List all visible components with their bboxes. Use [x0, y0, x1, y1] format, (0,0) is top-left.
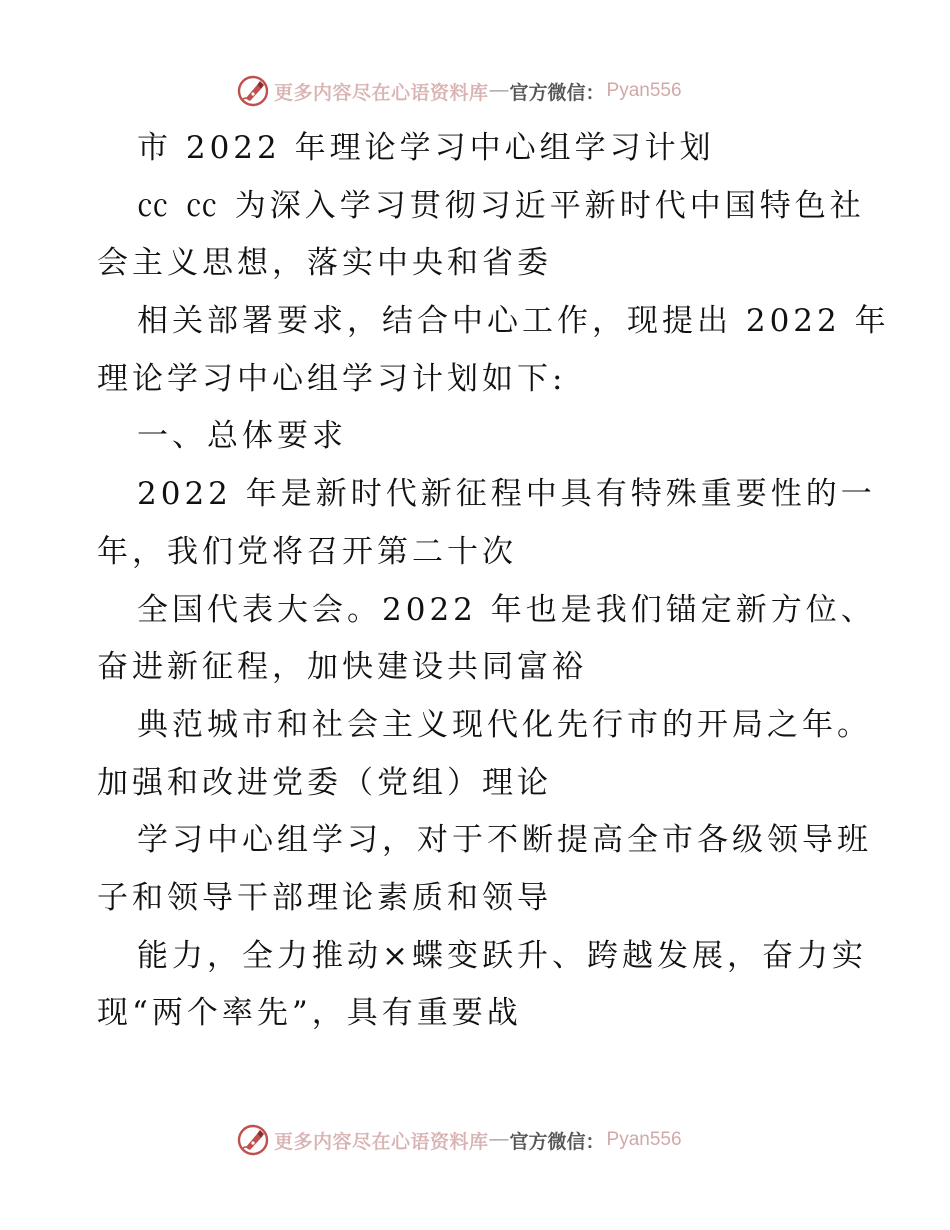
- footer-watermark: [236, 1122, 756, 1158]
- text-line: 理论学习中心组学习计划如下:: [97, 360, 567, 397]
- watermark-dash: —: [489, 1129, 509, 1150]
- text-line: 现“两个率先”，具有重要战: [97, 995, 522, 1032]
- pen-nib-logo-icon: [236, 74, 270, 108]
- watermark-main-text: 更多内容尽在心语资料库: [274, 81, 489, 104]
- text-line: 学习中心组学习，对于不断提高全市各级领导班: [137, 822, 872, 859]
- text-line: 年，我们党将召开第二十次: [97, 533, 517, 570]
- watermark-wechat-label: 官方微信：: [509, 81, 605, 104]
- text-line: 相关部署要求，结合中心工作，现提出 2022 年: [137, 303, 890, 340]
- text-line: ㏄ ㏄ 为深入学习贯彻习近平新时代中国特色社: [137, 187, 865, 224]
- text-line: 2022 年是新时代新征程中具有特殊重要性的一: [137, 476, 876, 513]
- watermark-dash: —: [489, 80, 509, 101]
- text-line: 一、总体要求: [137, 418, 347, 455]
- watermark-wechat-id: Pyan556: [606, 1129, 682, 1150]
- watermark-wechat-label: 官方微信：: [509, 1130, 605, 1153]
- text-line: 能力，全力推动×蝶变跃升、跨越发展，奋力实: [137, 937, 867, 974]
- pen-nib-logo-icon: [236, 1123, 270, 1157]
- document-body: [97, 120, 890, 1043]
- text-line: 会主义思想，落实中央和省委: [97, 245, 552, 282]
- text-line: 市 2022 年理论学习中心组学习计划: [137, 130, 715, 166]
- header-watermark: [236, 73, 756, 109]
- text-line: 加强和改进党委（党组）理论: [97, 764, 552, 801]
- text-line: 全国代表大会。2022 年也是我们锚定新方位、: [137, 591, 876, 628]
- text-line: 奋进新征程，加快建设共同富裕: [97, 649, 587, 686]
- text-line: 子和领导干部理论素质和领导: [97, 879, 552, 916]
- watermark-wechat-id: Pyan556: [606, 80, 682, 101]
- text-line: 典范城市和社会主义现代化先行市的开局之年。: [137, 706, 872, 743]
- watermark-main-text: 更多内容尽在心语资料库: [274, 1130, 489, 1153]
